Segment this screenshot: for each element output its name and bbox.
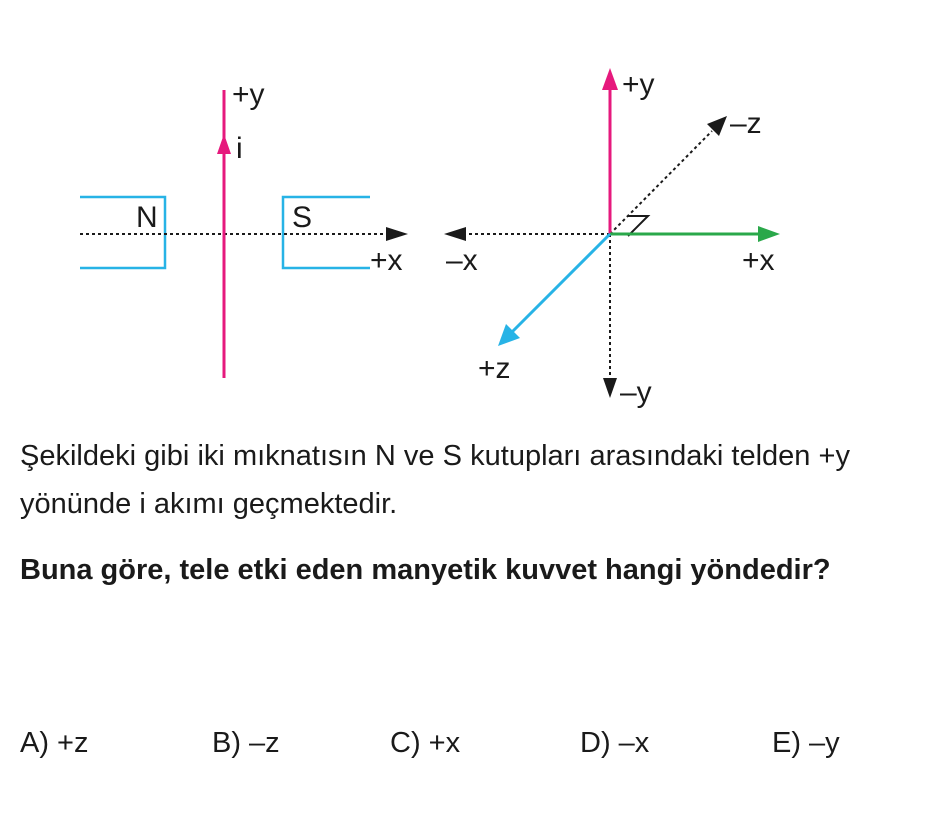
coordinate-axes-diagram	[444, 68, 780, 409]
choice-a[interactable]: A) +z	[20, 727, 89, 759]
minus-y-arrowhead	[603, 378, 617, 398]
field-arrowhead	[386, 227, 408, 241]
choice-b[interactable]: B) –z	[212, 727, 280, 759]
plus-x-label: +x	[742, 244, 775, 277]
minus-y-label: –y	[620, 376, 652, 409]
minus-x-label: –x	[446, 244, 478, 277]
question-text: Şekildeki gibi iki mıknatısın N ve S kutupları arasındaki telden +y yönünde i akımı geçmektedir.	[20, 440, 850, 520]
plus-x-arrowhead	[758, 226, 780, 242]
magnet-setup-diagram	[80, 78, 408, 378]
minus-z-axis	[610, 131, 712, 234]
left-plus-x-label: +x	[370, 244, 403, 277]
south-pole-label: S	[292, 201, 313, 234]
choice-e[interactable]: E) –y	[772, 727, 840, 759]
plus-y-label: +y	[622, 68, 655, 101]
plus-z-label: +z	[478, 352, 511, 385]
left-plus-y-label: +y	[232, 78, 265, 111]
minus-z-label: –z	[730, 107, 762, 140]
choice-c[interactable]: C) +x	[390, 727, 461, 759]
current-label: i	[236, 132, 243, 165]
minus-z-arrowhead	[707, 116, 727, 136]
current-arrowhead	[217, 134, 231, 154]
north-pole-label: N	[136, 201, 158, 234]
minus-x-arrowhead	[444, 227, 466, 241]
question-prompt: Buna göre, tele etki eden manyetik kuvvet hangi yöndedir?	[20, 554, 831, 586]
plus-z-axis	[512, 234, 610, 332]
choice-d[interactable]: D) –x	[580, 727, 650, 759]
plus-y-arrowhead	[602, 68, 618, 90]
answer-choices	[0, 727, 937, 767]
